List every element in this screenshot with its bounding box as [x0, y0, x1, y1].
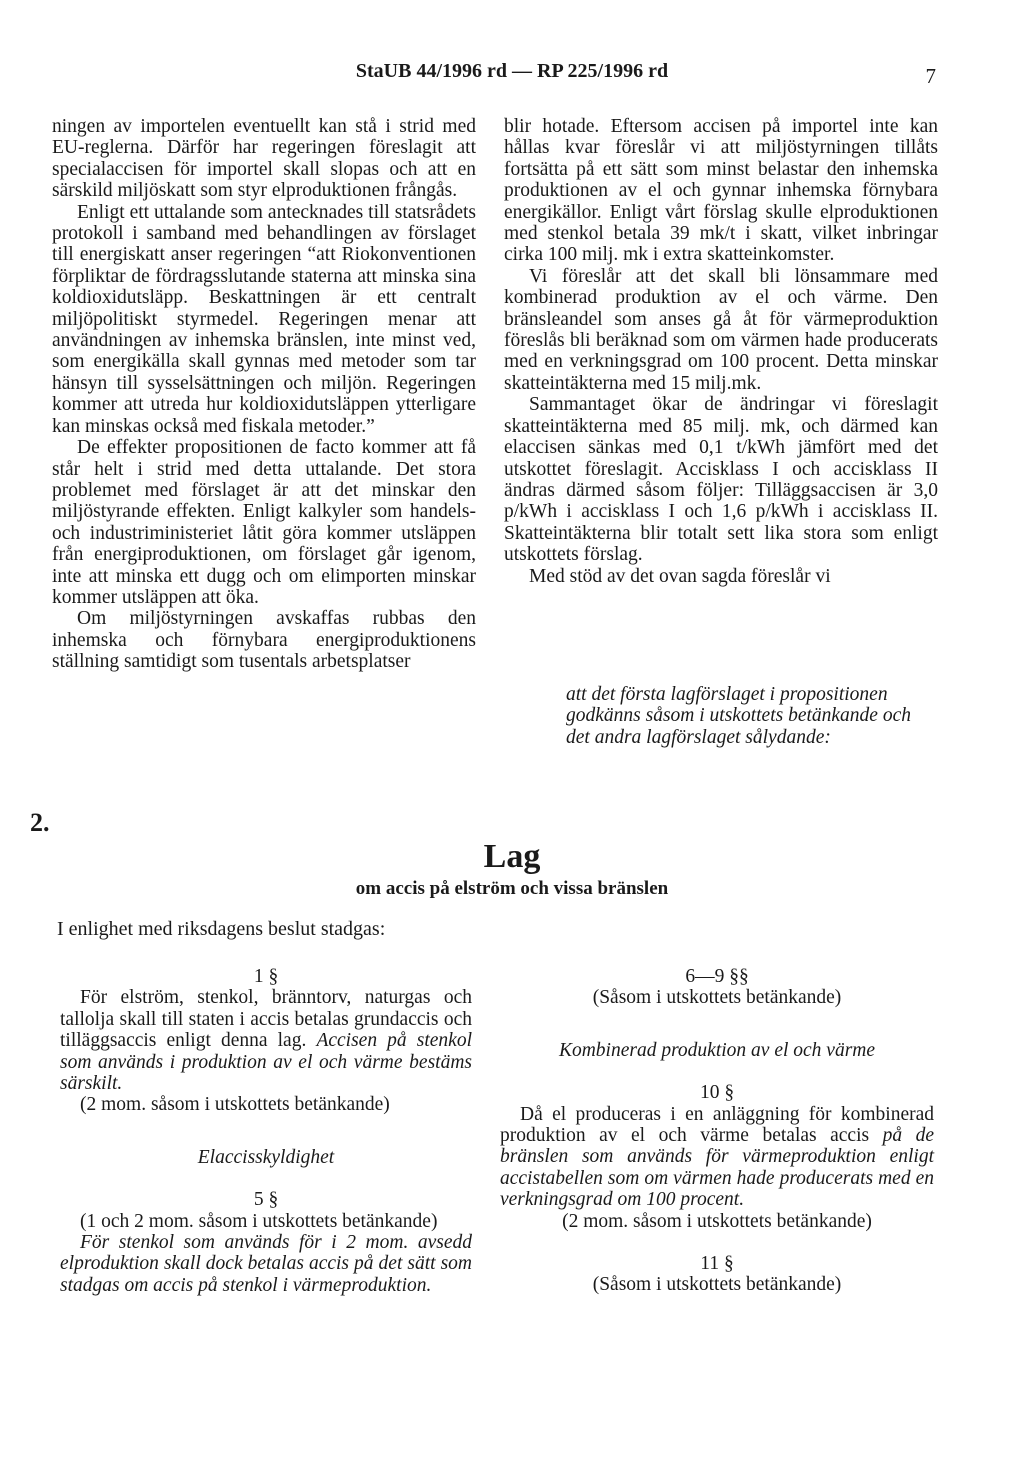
section-number: 2. — [30, 808, 50, 837]
law-subtitle: om accis på elström och vissa bränslen — [355, 878, 669, 899]
section-heading: 10 § — [699, 1082, 735, 1104]
law-right-column — [500, 966, 934, 1296]
running-head: StaUB 44/1996 rd — RP 225/1996 rd — [355, 60, 669, 82]
section-note: (1 och 2 mom. såsom i utskottets betänkande) — [80, 1210, 438, 1232]
section-text-italic: på de bränslen som används för värmeproduktion enligt accistabellen som om värmen hade producerats med en verkningsgrad om 100 procent. — [500, 1125, 935, 1211]
paragraph: Med stöd av det ovan sagda föreslår vi — [529, 565, 831, 587]
section-text-italic: Accisen på stenkol som används i produktion av el och värme bestäms särskilt. — [60, 1030, 472, 1095]
paragraph: ningen av importelen eventuellt kan stå i strid med EU-reglerna. Därför har regeringen föreslagit att specialaccisen för importel skall slopas och att en särskild miljöskatt som styr elproduktionen frångås. — [52, 116, 476, 202]
section-text-roman: Då el produceras i en anläggning för kombinerad produktion av el och värme betalas accis — [500, 1103, 934, 1147]
proposal-clause: att det första lagförslaget i propositionen godkänns såsom i utskottets betänkande och det andra lagförslaget sålydande: — [566, 684, 911, 748]
left-column — [52, 116, 476, 673]
paragraph: Vi föreslår att det skall bli lönsammare med kombinerad produktion av el och värme. Den bränsleandel som anses gå åt för värmeproduktion föreslås bli beräknad som om värmen hade producerats med en verkningsgrad om 100 procent. Detta minskar skatteintäkterna med 15 milj.mk. — [504, 265, 938, 394]
section-heading: 5 § — [253, 1189, 279, 1211]
section-note: (2 mom. såsom i utskottets betänkande) — [562, 1210, 872, 1232]
right-column — [504, 116, 938, 587]
law-left-column — [60, 966, 472, 1296]
section-heading: 11 § — [700, 1253, 734, 1275]
page-header — [0, 60, 1024, 90]
section-text — [500, 1104, 934, 1211]
paragraph: blir hotade. Eftersom accisen på importel inte kan hållas kvar föreslår vi att miljöstyrningen tillåts fortsätta på ett sätt som minst belastar den inhemska produktionen av el och gynnar inhemska förnybara energikällor. Enligt vårt förslag skulle elproduktionen med stenkol betala 39 mk/t i skatt, vilket inbringar cirka 100 milj. mk i extra skatteinkomster. — [504, 116, 938, 266]
chapter-heading: Kombinerad produktion av el och värme — [558, 1039, 876, 1061]
section-heading: 6—9 §§ — [685, 966, 749, 987]
paragraph: De effekter propositionen de facto kommer att få står helt i strid med detta uttalande. Det stora problemet med förslaget är att det minskar den miljöstyrande effekten. Enligt kalkyler som handels- och industriministeriet låtit göra kommer utsläppen från energiproduktionen, om förslaget går igenom, inte att minska ett dugg och om elimporten minskar kommer utsläppen att öka. — [52, 437, 476, 608]
section-text-roman: För elström, stenkol, bränntorv, naturgas och tallolja skall till staten i accis betalas grundaccis och tilläggsaccis enligt denna lag. — [60, 987, 472, 1052]
section-note: (Såsom i utskottets betänkande) — [592, 987, 842, 1009]
paragraph: Enligt ett uttalande som antecknades till statsrådets protokoll i samband med behandlingen av förslaget till energiskatt anser regeringen “att Riokonventionen förpliktar de fördragsslutande staterna att minska sina koldioxidutsläpp. Beskattningen är ett centralt miljöpolitiskt styrmedel. Regeringen menar att användningen av inhemska bränslen, inte minst ved, som energikälla skall gynnas med metoder som tar hänsyn till sysselsättningen och miljön. Regeringen kommer att utreda hur koldioxidutsläppen ytterligare kan minskas också med fiskala metoder.” — [52, 201, 476, 437]
chapter-heading: Elaccisskyldighet — [197, 1146, 335, 1168]
section-text — [60, 987, 472, 1094]
paragraph: Sammantaget ökar de ändringar vi föreslagit skatteintäkterna med 85 milj. mk, och därmed kan elaccisen sänkas med 0,1 t/kWh jämfört med det utskottet föreslagit. Accisklass I och accisklass II ändras därmed såsom följer: Tilläggsaccisen är 3,0 p/kWh i accisklass I och 1,6 p/kWh i accisklass II. Skatteintäkterna blir totalt sett lika stora som enligt utskottets förslag. — [504, 394, 938, 566]
enactment-clause: I enlighet med riksdagens beslut stadgas: — [57, 918, 386, 940]
paragraph: Om miljöstyrningen avskaffas rubbas den inhemska och förnybara energiproduktionens ställning samtidigt som tusentals arbetsplatser — [52, 608, 476, 673]
section-note: (Såsom i utskottets betänkande) — [592, 1274, 842, 1296]
section-note: (2 mom. såsom i utskottets betänkande) — [80, 1094, 390, 1116]
section-text-italic: För stenkol som används för i 2 mom. avsedd elproduktion skall dock betalas accis på det sätt som stadgas om accis på stenkol i värmeproduktion. — [60, 1232, 472, 1296]
page-number: 7 — [925, 64, 936, 88]
section-heading: 1 § — [253, 966, 279, 987]
law-title: Lag — [483, 838, 541, 875]
